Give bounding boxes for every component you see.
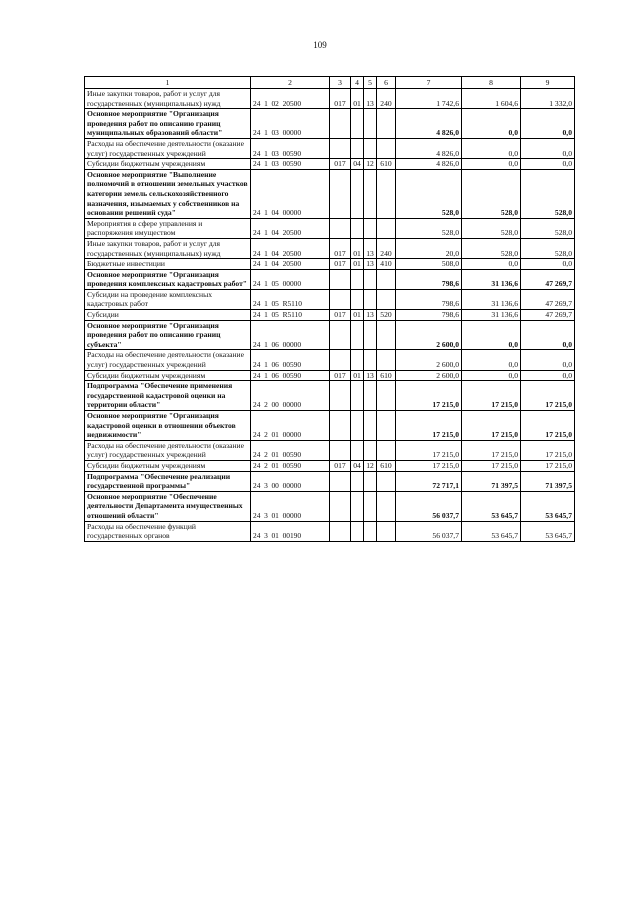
row-expense-type-cell: 610 (377, 159, 396, 170)
header-cell: 3 (330, 77, 351, 89)
row-amount-2-cell: 1 604,6 (462, 89, 521, 109)
table-row (85, 320, 575, 350)
row-expense-type-cell (377, 381, 396, 411)
row-section-cell (351, 289, 364, 309)
table-row (85, 381, 575, 411)
row-subsection-cell: 13 (364, 238, 377, 258)
row-section-cell: 01 (351, 259, 364, 270)
budget-table (84, 76, 575, 542)
row-admin-cell (330, 350, 351, 370)
row-subsection-cell: 12 (364, 460, 377, 471)
row-expense-type-cell (377, 411, 396, 441)
row-amount-3-cell: 47 269,7 (521, 310, 575, 321)
row-subsection-cell (364, 218, 377, 238)
row-code-cell: 24 2 01 00000 (251, 411, 330, 441)
row-amount-1-cell: 2 600,0 (396, 370, 462, 381)
header-cell: 8 (462, 77, 521, 89)
row-admin-cell (330, 381, 351, 411)
row-code-cell: 24 1 05 R5110 (251, 289, 330, 309)
row-code-cell: 24 1 03 00590 (251, 159, 330, 170)
header-cell: 4 (351, 77, 364, 89)
row-name-cell: Субсидии на проведение комплексных кадастровых работ (85, 289, 251, 309)
row-admin-cell: 017 (330, 89, 351, 109)
table-row (85, 269, 575, 289)
row-admin-cell: 017 (330, 259, 351, 270)
row-section-cell (351, 320, 364, 350)
row-name-cell: Подпрограмма "Обеспечение применения государственной кадастровой оценки на территории области" (85, 381, 251, 411)
row-section-cell (351, 269, 364, 289)
row-admin-cell (330, 269, 351, 289)
row-code-cell: 24 1 06 00000 (251, 320, 330, 350)
table-row (85, 370, 575, 381)
row-amount-2-cell: 53 645,7 (462, 521, 521, 541)
row-expense-type-cell (377, 109, 396, 139)
row-subsection-cell (364, 471, 377, 491)
row-section-cell: 01 (351, 370, 364, 381)
header-cell: 9 (521, 77, 575, 89)
row-code-cell: 24 1 06 00590 (251, 350, 330, 370)
row-section-cell (351, 218, 364, 238)
row-section-cell (351, 440, 364, 460)
row-amount-2-cell: 17 215,0 (462, 411, 521, 441)
row-code-cell: 24 1 03 00590 (251, 138, 330, 158)
row-amount-3-cell: 17 215,0 (521, 460, 575, 471)
row-subsection-cell (364, 269, 377, 289)
row-admin-cell (330, 138, 351, 158)
row-amount-1-cell: 56 037,7 (396, 521, 462, 541)
row-amount-1-cell: 4 826,0 (396, 109, 462, 139)
row-amount-1-cell: 798,6 (396, 310, 462, 321)
row-admin-cell (330, 521, 351, 541)
row-section-cell: 01 (351, 310, 364, 321)
row-name-cell: Основное мероприятие "Обеспечение деятельности Департамента имущественных отношений области" (85, 491, 251, 521)
row-admin-cell (330, 218, 351, 238)
table-row (85, 310, 575, 321)
row-expense-type-cell (377, 169, 396, 218)
row-admin-cell (330, 471, 351, 491)
row-expense-type-cell: 240 (377, 238, 396, 258)
row-expense-type-cell: 610 (377, 460, 396, 471)
row-section-cell (351, 491, 364, 521)
row-section-cell (351, 138, 364, 158)
page-number: 109 (313, 40, 327, 50)
row-amount-2-cell: 31 136,6 (462, 269, 521, 289)
row-section-cell: 01 (351, 238, 364, 258)
row-amount-2-cell: 53 645,7 (462, 491, 521, 521)
row-amount-3-cell: 0,0 (521, 370, 575, 381)
row-section-cell (351, 109, 364, 139)
row-name-cell: Основное мероприятие "Выполнение полномочий в отношении земельных участков категории земель сельскохозяйственного назначения, изымаемых у собственников на основании решений суда" (85, 169, 251, 218)
row-section-cell (351, 471, 364, 491)
header-cell: 5 (364, 77, 377, 89)
row-name-cell: Основное мероприятие "Организация проведения работ по описанию границ субъекта" (85, 320, 251, 350)
row-amount-1-cell: 508,0 (396, 259, 462, 270)
table-row (85, 471, 575, 491)
row-code-cell: 24 3 00 00000 (251, 471, 330, 491)
table-row (85, 440, 575, 460)
row-amount-1-cell: 798,6 (396, 269, 462, 289)
row-name-cell: Субсидии (85, 310, 251, 321)
row-section-cell (351, 381, 364, 411)
row-amount-1-cell: 2 600,0 (396, 350, 462, 370)
table-row (85, 491, 575, 521)
row-code-cell: 24 1 04 20500 (251, 259, 330, 270)
row-amount-3-cell: 0,0 (521, 159, 575, 170)
table-row (85, 89, 575, 109)
row-admin-cell (330, 491, 351, 521)
row-amount-1-cell: 1 742,6 (396, 89, 462, 109)
row-amount-3-cell: 0,0 (521, 259, 575, 270)
row-amount-2-cell: 0,0 (462, 370, 521, 381)
row-amount-3-cell: 0,0 (521, 109, 575, 139)
header-cell: 6 (377, 77, 396, 89)
table-row (85, 238, 575, 258)
row-expense-type-cell (377, 491, 396, 521)
row-expense-type-cell: 410 (377, 259, 396, 270)
table-row (85, 521, 575, 541)
row-subsection-cell (364, 289, 377, 309)
row-admin-cell (330, 289, 351, 309)
row-subsection-cell (364, 411, 377, 441)
row-code-cell: 24 2 00 00000 (251, 381, 330, 411)
row-amount-2-cell: 528,0 (462, 218, 521, 238)
row-amount-3-cell: 0,0 (521, 350, 575, 370)
table-row (85, 169, 575, 218)
row-name-cell: Субсидии бюджетным учреждениям (85, 159, 251, 170)
row-name-cell: Иные закупки товаров, работ и услуг для государственных (муниципальных) нужд (85, 238, 251, 258)
row-amount-1-cell: 72 717,1 (396, 471, 462, 491)
row-amount-2-cell: 0,0 (462, 138, 521, 158)
row-name-cell: Основное мероприятие "Организация проведения комплексных кадастровых работ" (85, 269, 251, 289)
row-amount-3-cell: 0,0 (521, 138, 575, 158)
row-subsection-cell: 13 (364, 370, 377, 381)
row-amount-3-cell: 0,0 (521, 320, 575, 350)
row-expense-type-cell (377, 218, 396, 238)
header-cell: 1 (85, 77, 251, 89)
row-expense-type-cell: 240 (377, 89, 396, 109)
row-amount-3-cell: 17 215,0 (521, 381, 575, 411)
row-admin-cell: 017 (330, 159, 351, 170)
row-name-cell: Расходы на обеспечение деятельности (оказание услуг) государственных учреждений (85, 138, 251, 158)
row-expense-type-cell (377, 320, 396, 350)
row-expense-type-cell: 610 (377, 370, 396, 381)
row-code-cell: 24 1 04 20500 (251, 238, 330, 258)
row-amount-1-cell: 4 826,0 (396, 138, 462, 158)
row-name-cell: Субсидии бюджетным учреждениям (85, 370, 251, 381)
row-subsection-cell (364, 381, 377, 411)
row-expense-type-cell (377, 350, 396, 370)
row-section-cell (351, 411, 364, 441)
row-amount-2-cell: 0,0 (462, 350, 521, 370)
row-expense-type-cell: 520 (377, 310, 396, 321)
row-expense-type-cell (377, 521, 396, 541)
row-name-cell: Основное мероприятие "Организация кадастровой оценки в отношении объектов недвижимости" (85, 411, 251, 441)
row-amount-2-cell: 71 397,5 (462, 471, 521, 491)
row-name-cell: Субсидии бюджетным учреждениям (85, 460, 251, 471)
row-amount-3-cell: 528,0 (521, 218, 575, 238)
table-row (85, 259, 575, 270)
row-section-cell (351, 521, 364, 541)
row-code-cell: 24 1 02 20500 (251, 89, 330, 109)
row-amount-1-cell: 17 215,0 (396, 440, 462, 460)
table-row (85, 138, 575, 158)
row-amount-2-cell: 17 215,0 (462, 460, 521, 471)
row-code-cell: 24 1 04 00000 (251, 169, 330, 218)
row-name-cell: Расходы на обеспечение деятельности (оказание услуг) государственных учреждений (85, 350, 251, 370)
row-amount-3-cell: 1 332,0 (521, 89, 575, 109)
row-subsection-cell (364, 138, 377, 158)
row-code-cell: 24 1 04 20500 (251, 218, 330, 238)
row-name-cell: Бюджетные инвестиции (85, 259, 251, 270)
table-row (85, 289, 575, 309)
row-amount-2-cell: 0,0 (462, 320, 521, 350)
row-amount-3-cell: 53 645,7 (521, 491, 575, 521)
row-amount-1-cell: 17 215,0 (396, 460, 462, 471)
row-admin-cell (330, 440, 351, 460)
row-amount-2-cell: 31 136,6 (462, 310, 521, 321)
row-amount-3-cell: 17 215,0 (521, 411, 575, 441)
table-row (85, 218, 575, 238)
row-expense-type-cell (377, 138, 396, 158)
row-section-cell: 04 (351, 460, 364, 471)
header-row (85, 77, 575, 89)
row-amount-3-cell: 528,0 (521, 169, 575, 218)
row-expense-type-cell (377, 471, 396, 491)
row-name-cell: Основное мероприятие "Организация проведения работ по описанию границ муниципальных образований области" (85, 109, 251, 139)
table-row (85, 460, 575, 471)
row-amount-3-cell: 71 397,5 (521, 471, 575, 491)
table-row (85, 159, 575, 170)
row-amount-1-cell: 798,6 (396, 289, 462, 309)
row-subsection-cell (364, 521, 377, 541)
row-subsection-cell (364, 320, 377, 350)
row-amount-2-cell: 0,0 (462, 159, 521, 170)
row-subsection-cell: 13 (364, 259, 377, 270)
row-amount-3-cell: 53 645,7 (521, 521, 575, 541)
row-amount-2-cell: 528,0 (462, 238, 521, 258)
row-admin-cell (330, 169, 351, 218)
table-row (85, 109, 575, 139)
row-amount-1-cell: 4 826,0 (396, 159, 462, 170)
row-amount-2-cell: 17 215,0 (462, 440, 521, 460)
row-amount-3-cell: 17 215,0 (521, 440, 575, 460)
row-code-cell: 24 3 01 00000 (251, 491, 330, 521)
row-subsection-cell (364, 109, 377, 139)
row-code-cell: 24 2 01 00590 (251, 440, 330, 460)
row-expense-type-cell (377, 289, 396, 309)
row-name-cell: Расходы на обеспечение функций государственных органов (85, 521, 251, 541)
row-amount-3-cell: 47 269,7 (521, 289, 575, 309)
row-name-cell: Мероприятия в сфере управления и распоряжения имуществом (85, 218, 251, 238)
row-section-cell: 04 (351, 159, 364, 170)
row-subsection-cell: 12 (364, 159, 377, 170)
row-expense-type-cell (377, 269, 396, 289)
row-amount-1-cell: 56 037,7 (396, 491, 462, 521)
row-code-cell: 24 1 03 00000 (251, 109, 330, 139)
row-subsection-cell (364, 169, 377, 218)
row-admin-cell (330, 109, 351, 139)
row-code-cell: 24 1 06 00590 (251, 370, 330, 381)
row-subsection-cell (364, 350, 377, 370)
row-amount-1-cell: 17 215,0 (396, 381, 462, 411)
row-subsection-cell: 13 (364, 310, 377, 321)
row-code-cell: 24 1 05 R5110 (251, 310, 330, 321)
row-admin-cell: 017 (330, 310, 351, 321)
row-amount-2-cell: 528,0 (462, 169, 521, 218)
row-code-cell: 24 1 05 00000 (251, 269, 330, 289)
row-amount-1-cell: 20,0 (396, 238, 462, 258)
row-name-cell: Иные закупки товаров, работ и услуг для государственных (муниципальных) нужд (85, 89, 251, 109)
row-amount-1-cell: 528,0 (396, 169, 462, 218)
row-code-cell: 24 2 01 00590 (251, 460, 330, 471)
row-amount-1-cell: 528,0 (396, 218, 462, 238)
row-amount-2-cell: 0,0 (462, 259, 521, 270)
row-subsection-cell (364, 491, 377, 521)
header-cell: 7 (396, 77, 462, 89)
row-admin-cell (330, 411, 351, 441)
row-section-cell: 01 (351, 89, 364, 109)
row-subsection-cell (364, 440, 377, 460)
header-cell: 2 (251, 77, 330, 89)
row-admin-cell: 017 (330, 370, 351, 381)
row-amount-2-cell: 31 136,6 (462, 289, 521, 309)
row-code-cell: 24 3 01 00190 (251, 521, 330, 541)
row-admin-cell: 017 (330, 460, 351, 471)
row-expense-type-cell (377, 440, 396, 460)
row-section-cell (351, 350, 364, 370)
row-amount-3-cell: 47 269,7 (521, 269, 575, 289)
row-name-cell: Подпрограмма "Обеспечение реализации государственной программы" (85, 471, 251, 491)
row-amount-1-cell: 2 600,0 (396, 320, 462, 350)
row-subsection-cell: 13 (364, 89, 377, 109)
row-section-cell (351, 169, 364, 218)
row-amount-2-cell: 0,0 (462, 109, 521, 139)
row-amount-1-cell: 17 215,0 (396, 411, 462, 441)
row-name-cell: Расходы на обеспечение деятельности (оказание услуг) государственных учреждений (85, 440, 251, 460)
table-row (85, 411, 575, 441)
row-admin-cell: 017 (330, 238, 351, 258)
table-row (85, 350, 575, 370)
row-amount-3-cell: 528,0 (521, 238, 575, 258)
row-admin-cell (330, 320, 351, 350)
row-amount-2-cell: 17 215,0 (462, 381, 521, 411)
